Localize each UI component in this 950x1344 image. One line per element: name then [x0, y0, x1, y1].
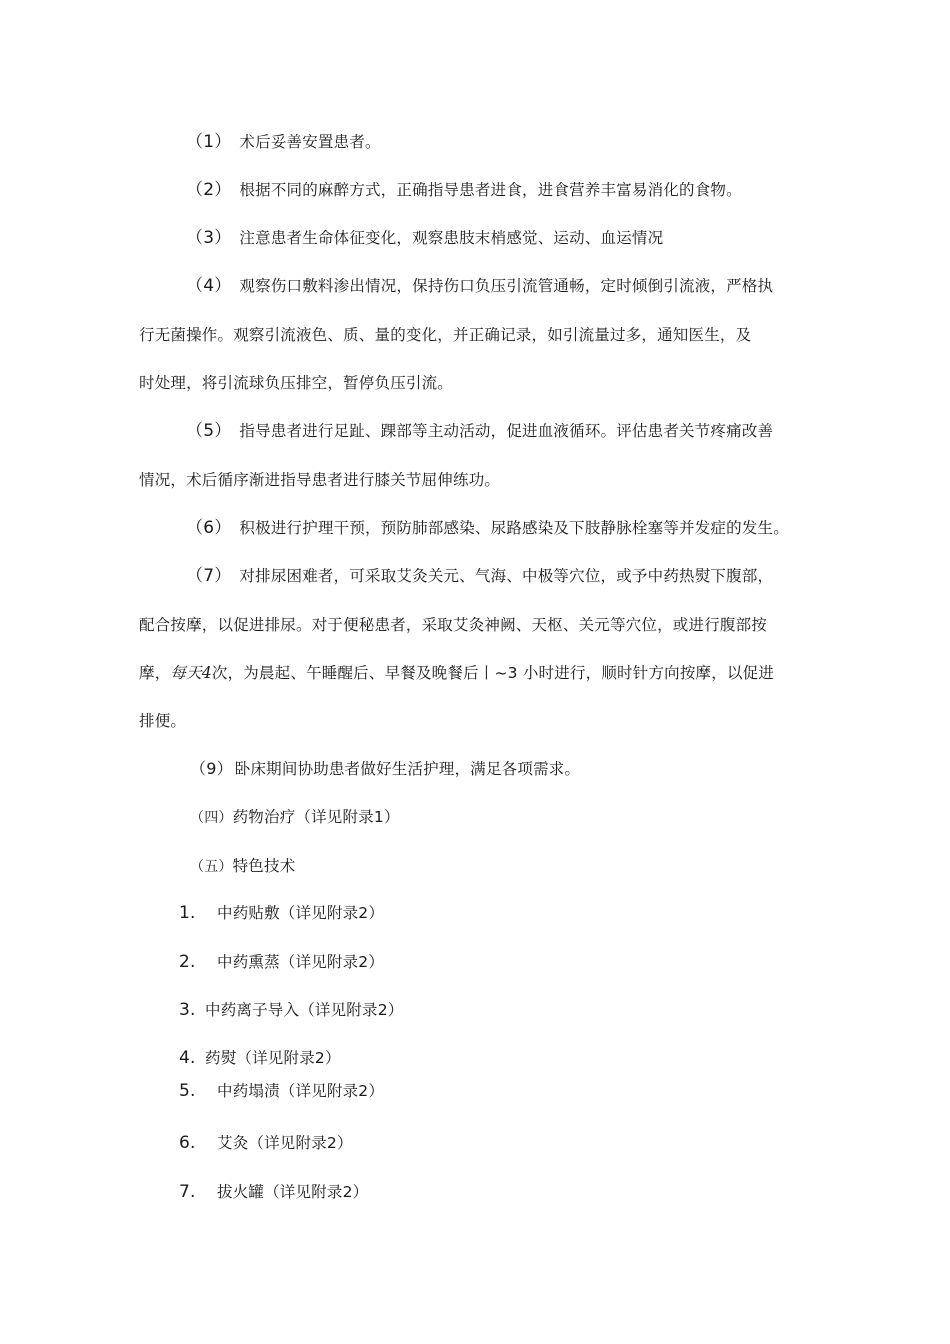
section-text: 特色技术	[232, 857, 296, 875]
list-item-4	[179, 1047, 341, 1069]
item-text: 术后妥善安置患者。	[239, 133, 381, 151]
paragraph-item-9	[190, 758, 580, 780]
item-number: （3）	[186, 228, 232, 248]
list-item-7	[179, 1181, 368, 1203]
list-item-2	[179, 951, 384, 973]
paragraph-continuation: 排便。	[139, 712, 187, 730]
paragraph-item-2	[186, 179, 742, 201]
paragraph-item-5	[186, 420, 773, 442]
item-text: 注意患者生命体征变化，观察患肢末梢感觉、运动、血运情况	[239, 229, 664, 247]
item-number: （4）	[186, 276, 232, 296]
list-number: 4.	[179, 1048, 196, 1068]
paragraph-continuation: 行无菌操作。观察引流液色、质、量的变化，并正确记录，如引流量过多，通知医生，及	[139, 326, 752, 344]
paragraph-continuation: 时处理，将引流球负压排空，暂停负压引流。	[139, 374, 454, 392]
item-text: 对排尿困难者，可采取艾灸关元、气海、中极等穴位，或予中药热熨下腹部，	[239, 567, 774, 585]
list-number: 7.	[179, 1182, 196, 1202]
item-text: 观察伤口敷料渗出情况，保持伤口负压引流管通畅，定时倾倒引流液，严格执	[239, 277, 774, 295]
section-prefix: （五）	[190, 859, 233, 875]
section-heading-5	[190, 855, 295, 878]
list-text: 艾灸（详见附录2）	[217, 1134, 353, 1152]
item-text: 根据不同的麻醉方式，正确指导患者进食，进食营养丰富易消化的食物。	[239, 181, 742, 199]
item-text: 积极进行护理干预，预防肺部感染、尿路感染及下肢静脉栓塞等并发症的发生。	[239, 519, 789, 537]
list-text: 中药塌渍（详见附录2）	[217, 1082, 385, 1100]
list-number: 6.	[179, 1133, 196, 1153]
item-number: （2）	[186, 180, 232, 200]
paragraph-item-6	[186, 517, 789, 539]
item-number: （7）	[186, 566, 232, 586]
item-number: （9）	[190, 759, 233, 778]
list-text: 中药贴敷（详见附录2）	[217, 904, 385, 922]
list-text: 拔火罐（详见附录2）	[217, 1183, 369, 1201]
section-heading-4	[190, 806, 400, 829]
text-segment: 次，为晨起、午睡醒后、早餐及晚餐后丨~3 小时进行，顺时针方向按摩，以促进	[211, 664, 775, 682]
list-item-3	[179, 999, 403, 1021]
list-number: 1.	[179, 903, 196, 923]
paragraph-continuation: 情况，术后循序渐进指导患者进行膝关节屈伸练功。	[139, 471, 501, 489]
list-number: 3.	[179, 1000, 196, 1020]
list-number: 5.	[179, 1081, 196, 1101]
list-item-5	[179, 1080, 384, 1102]
section-prefix: （四）	[190, 810, 233, 826]
paragraph-continuation	[139, 662, 774, 684]
list-number: 2.	[179, 952, 196, 972]
item-text: 卧床期间协助患者做好生活护理，满足各项需求。	[234, 760, 581, 778]
item-number: （6）	[186, 518, 232, 538]
list-item-6	[179, 1132, 353, 1154]
item-number: （5）	[186, 421, 232, 441]
list-text: 药熨（详见附录2）	[205, 1049, 341, 1067]
paragraph-item-4	[186, 275, 773, 297]
paragraph-continuation: 配合按摩，以促进排尿。对于便秘患者，采取艾灸神阙、天枢、关元等穴位，或进行腹部按	[139, 616, 768, 634]
paragraph-item-3	[186, 227, 663, 249]
list-text: 中药离子导入（详见附录2）	[205, 1001, 404, 1019]
list-text: 中药熏蒸（详见附录2）	[217, 953, 385, 971]
text-segment: 摩，	[139, 664, 171, 682]
item-text: 指导患者进行足趾、踝部等主动活动，促进血液循环。评估患者关节疼痛改善	[239, 422, 774, 440]
list-item-1	[179, 902, 384, 924]
section-text: 药物治疗（详见附录1）	[232, 808, 400, 826]
paragraph-item-1	[186, 131, 381, 153]
italic-segment: 每天4	[170, 664, 212, 682]
paragraph-item-7	[186, 565, 773, 587]
item-number: （1）	[186, 132, 232, 152]
